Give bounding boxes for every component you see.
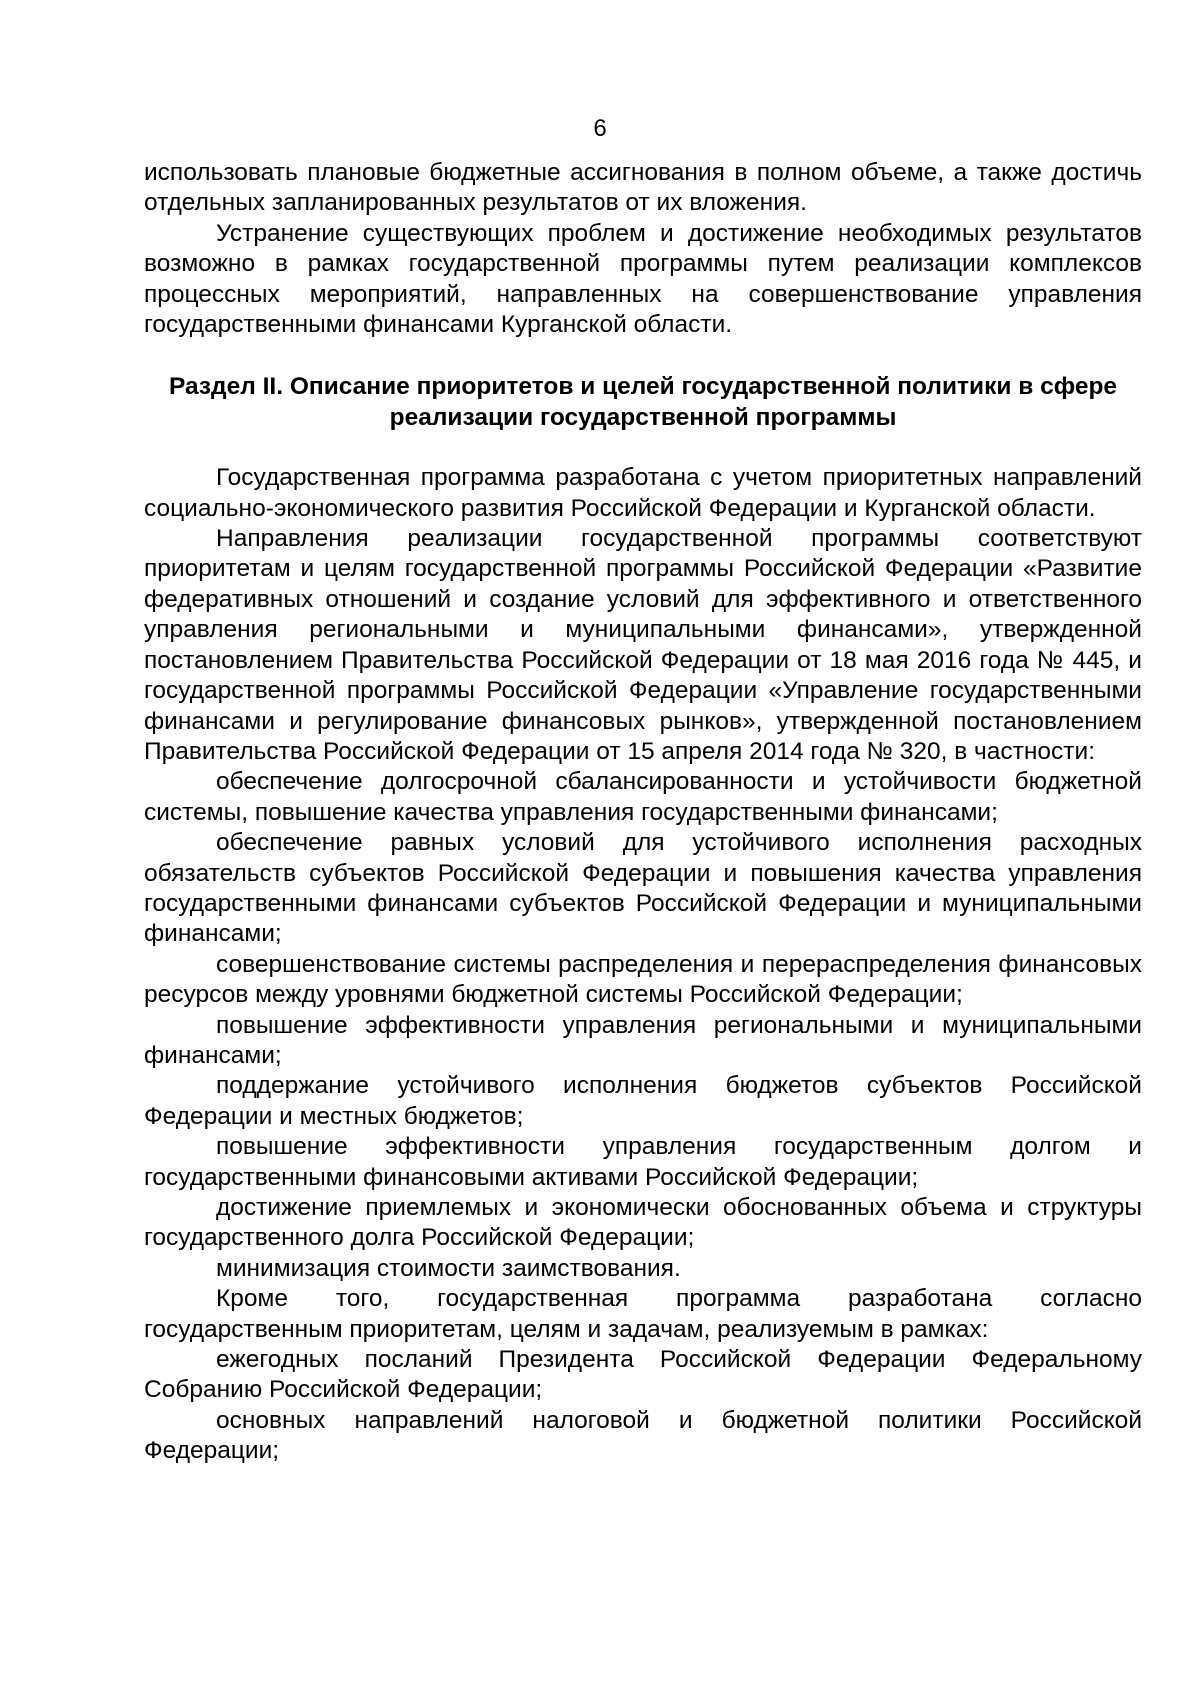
section-heading: Раздел II. Описание приоритетов и целей государственной политики в сфере реализации государственной программы: [168, 373, 1118, 431]
document-body: [144, 158, 1142, 1467]
list-item: обеспечение равных условий для устойчивого исполнения расходных обязательств субъектов Российской Федерации и повышения качества управления государственными финансами субъектов Российской Федерации и муниципальными финансами;: [144, 829, 1142, 948]
list-item: обеспечение долгосрочной сбалансированности и устойчивости бюджетной системы, повышение качества управления государственными финансами;: [144, 768, 1142, 826]
list-item: минимизация стоимости заимствования.: [216, 1254, 681, 1282]
list-item: повышение эффективности управления государственным долгом и государственными финансовыми активами Российской Федерации;: [144, 1133, 1142, 1191]
list-item: поддержание устойчивого исполнения бюджетов субъектов Российской Федерации и местных бюджетов;: [144, 1072, 1142, 1130]
list-item: основных направлений налоговой и бюджетной политики Российской Федерации;: [144, 1406, 1142, 1465]
paragraph: Кроме того, государственная программа разработана согласно государственным приоритетам, целям и задачам, реализуемым в рамках:: [144, 1285, 1142, 1343]
paragraph: Направления реализации государственной программы соответствуют приоритетам и целям государственной программы Российской Федерации «Развитие федеративных отношений и создание условий для эффективного и ответственного управления региональными и муниципальными финансами», утвержденной постановлением Правительства Российской Федерации от 18 мая 2016 года № 445, и государственной программы Российской Федерации «Управление государственными финансами и регулирование финансовых рынков», утвержденной постановлением Правительства Российской Федерации от 15 апреля 2014 года № 320, в частности:: [144, 525, 1142, 765]
page-number: 6: [593, 115, 607, 142]
paragraph: использовать плановые бюджетные ассигнования в полном объеме, а также достичь отдельных запланированных результатов от их вложения.: [144, 159, 1142, 217]
paragraph: Государственная программа разработана с учетом приоритетных направлений социально-экономического развития Российской Федерации и Курганской области.: [144, 464, 1142, 522]
list-item: достижение приемлемых и экономически обоснованных объема и структуры государственного долга Российской Федерации;: [144, 1194, 1142, 1252]
paragraph: Устранение существующих проблем и достижение необходимых результатов возможно в рамках государственной программы путем реализации комплексов процессных мероприятий, направленных на совершенствование управления государственными финансами Курганской области.: [144, 219, 1142, 339]
list-item: совершенствование системы распределения и перераспределения финансовых ресурсов между уровнями бюджетной системы Российской Федерации;: [144, 950, 1142, 1009]
list-item: ежегодных посланий Президента Российской Федерации Федеральному Собранию Российской Федерации;: [144, 1346, 1142, 1404]
list-item: повышение эффективности управления региональными и муниципальными финансами;: [144, 1011, 1142, 1069]
